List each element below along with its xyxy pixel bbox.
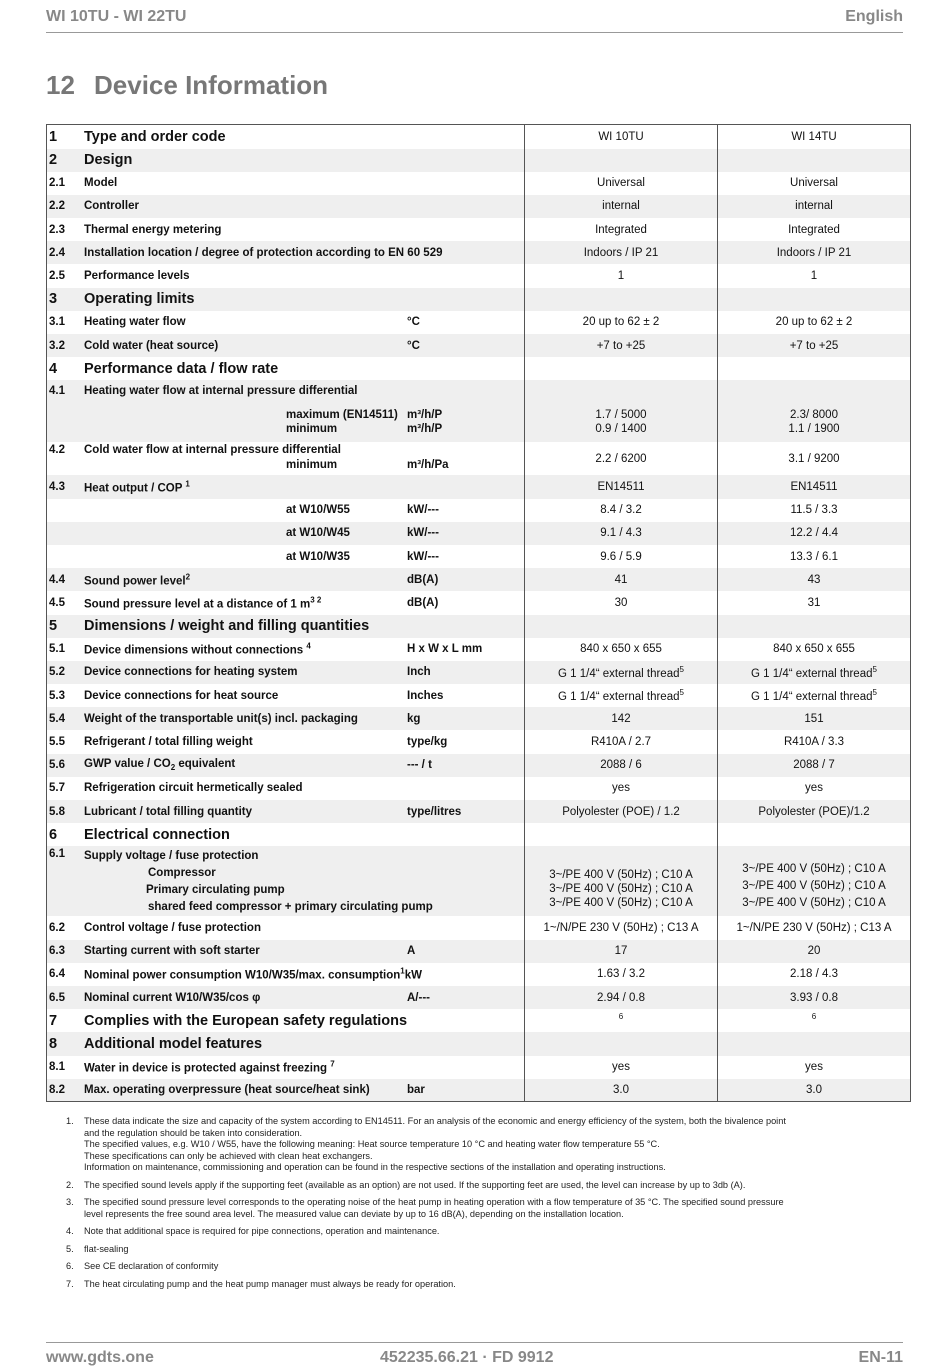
table-row xyxy=(47,1009,911,1032)
table-row xyxy=(47,638,911,661)
header-language: English xyxy=(845,8,903,25)
row-label: Design xyxy=(80,149,525,172)
row-number: 7 xyxy=(49,1012,58,1029)
value-wi10tu xyxy=(525,823,718,846)
row-number: 3.2 xyxy=(47,334,81,357)
sub-label-maximum: maximum (EN14511) xyxy=(286,409,398,422)
value-wi14tu: 31 xyxy=(718,591,911,614)
value-wi14tu: WI 14TU xyxy=(718,125,911,149)
value-wi10tu: WI 10TU xyxy=(525,125,718,149)
row-number: 1 xyxy=(49,128,58,145)
row-number: 5.5 xyxy=(49,736,65,749)
footnote-1: 1. These data indicate the size and capacity of the system according to EN14511. For an analysis of the economic and energy efficiency of the system, both the bivalence point and the regulation should be taken into consideration. The specified values, e.g. W10 / W55, have the following meaning: Heat source temperature 10 °C and heating water flow temperature 55 °C. These specifications can only be achieved with clean heat exchangers. Information on maintenance, commissioning and operation can be found in the respective sections of the installation and operating instructions. xyxy=(66,1116,786,1172)
table-row xyxy=(47,172,911,195)
row-label: Lubricant / total filling quantity type/litres xyxy=(80,800,525,823)
table-row xyxy=(47,986,911,1009)
value-wi14tu: yes xyxy=(718,1056,911,1079)
row-number: 6.5 xyxy=(47,986,81,1009)
row-number xyxy=(47,499,81,522)
value-wi14tu: 20 up to 62 ± 2 xyxy=(718,311,911,334)
row-unit: type/kg xyxy=(407,736,448,749)
row-unit: H x W x L mm xyxy=(407,643,483,656)
value-wi10tu xyxy=(525,357,718,380)
value-wi14tu: 2.18 / 4.3 xyxy=(718,963,911,986)
row-unit: m³/h/Pa xyxy=(407,459,449,472)
row-label: Performance levels xyxy=(84,270,190,283)
row-unit: kW/--- xyxy=(407,504,439,517)
table-row xyxy=(47,916,911,939)
value-wi14tu xyxy=(718,357,911,380)
value-wi10tu xyxy=(525,1032,718,1055)
value-wi10tu: 9.1 / 4.3 xyxy=(525,522,718,545)
value-wi10tu xyxy=(525,380,718,402)
value-wi10tu: G 1 1/4“ external thread$^5$ xyxy=(525,661,718,684)
table-row xyxy=(47,218,911,241)
row-number: 2.2 xyxy=(47,195,81,218)
value-wi10tu: Universal xyxy=(525,172,718,195)
row-number: 4.1 xyxy=(47,380,81,402)
table-row xyxy=(47,195,911,218)
row-label: Dimensions / weight and filling quantities xyxy=(80,615,525,638)
value-wi10tu: 3.0 xyxy=(525,1079,718,1102)
row-label: Weight of the transportable unit(s) incl. packaging kg xyxy=(80,707,525,730)
row-number: 4.4 xyxy=(47,568,81,591)
table-row xyxy=(47,800,911,823)
table-row xyxy=(47,707,911,730)
row-number: 5.2 xyxy=(47,661,81,684)
row-label: Cold water (heat source) °C xyxy=(80,334,525,357)
sub-label-minimum: minimum xyxy=(286,459,338,472)
table-row xyxy=(47,754,911,777)
row-unit: Inches xyxy=(407,689,444,702)
row-unit: m³/h/P xyxy=(407,409,443,422)
row-label-text: Supply voltage / fuse protection xyxy=(84,850,259,863)
row-unit: type/litres xyxy=(407,805,462,818)
row-number: 5.8 xyxy=(47,800,81,823)
value-wi14tu: 2088 / 7 xyxy=(718,754,911,777)
row-number: 2.4 xyxy=(47,241,81,264)
value-wi14tu: 6 xyxy=(718,1009,911,1032)
row-label: Device connections for heat source Inches xyxy=(84,689,444,702)
value-wi14tu: internal xyxy=(718,195,911,218)
value-wi10tu: 9.6 / 5.9 xyxy=(525,545,718,568)
table-row xyxy=(47,777,911,800)
row-unit: A xyxy=(407,945,416,958)
table-row xyxy=(47,1056,911,1079)
section-title-text: Device Information xyxy=(94,70,329,100)
row-label: Type and order code xyxy=(84,128,226,145)
table-row xyxy=(47,380,911,402)
footnote-7: 7. The heat circulating pump and the heat pump manager must always be ready for operation. xyxy=(66,1278,456,1289)
row-label: Electrical connection xyxy=(84,826,230,843)
page-footer xyxy=(46,1342,903,1369)
footnote-5: 5. flat-sealing xyxy=(66,1243,129,1254)
table-row xyxy=(47,846,911,916)
value-wi10tu: 142 xyxy=(525,707,718,730)
table-row xyxy=(47,963,911,986)
row-number: 5.1 xyxy=(49,643,65,656)
table-row xyxy=(47,442,911,475)
row-number: 2.3 xyxy=(49,223,65,236)
table-row xyxy=(47,499,911,522)
row-number: 8 xyxy=(47,1032,81,1055)
row-label: Complies with the European safety regulations xyxy=(84,1012,408,1029)
row-label: at W10/W45 kW/--- xyxy=(80,522,525,545)
row-label: Water in device is protected against freezing $^7$ xyxy=(84,1059,335,1075)
value-wi10tu: 6 xyxy=(525,1009,718,1032)
value-wi10tu: 840 x 650 x 655 xyxy=(525,638,718,661)
row-label xyxy=(80,846,525,916)
value-wi10tu: +7 to +25 xyxy=(525,334,718,357)
row-label: Control voltage / fuse protection xyxy=(84,921,261,934)
footer-page-number: EN-11 xyxy=(858,1349,903,1366)
value-wi14tu: 43 xyxy=(718,568,911,591)
row-number: 5.4 xyxy=(47,707,81,730)
value-wi10tu: 1~/N/PE 230 V (50Hz) ; C13 A xyxy=(525,916,718,939)
value-wi10tu: 3~/PE 400 V (50Hz) ; C10 A 3~/PE 400 V (50Hz) ; C10 A 3~/PE 400 V (50Hz) ; C10 A xyxy=(525,846,718,916)
table-row xyxy=(47,568,911,591)
footnote-6: 6. See CE declaration of conformity xyxy=(66,1261,219,1271)
table-row xyxy=(47,288,911,311)
row-unit: A/--- xyxy=(407,991,430,1004)
row-label: Max. operating overpressure (heat source/heat sink) bar xyxy=(80,1079,525,1102)
row-unit: dB(A) xyxy=(407,573,439,586)
value-wi14tu: yes xyxy=(718,777,911,800)
value-wi14tu xyxy=(718,149,911,172)
table-row xyxy=(47,545,911,568)
table-row xyxy=(47,402,911,442)
table-row xyxy=(47,357,911,380)
value-wi14tu: 151 xyxy=(718,707,911,730)
device-information-table xyxy=(46,124,911,1102)
value-wi14tu: G 1 1/4“ external thread$^5$ xyxy=(718,661,911,684)
row-number: 3.1 xyxy=(49,316,65,329)
header-model-range: WI 10TU - WI 22TU xyxy=(46,8,187,25)
value-wi14tu: 3.0 xyxy=(718,1079,911,1102)
table-row xyxy=(47,334,911,357)
value-wi10tu: Polyolester (POE) / 1.2 xyxy=(525,800,718,823)
row-label: Controller xyxy=(80,195,525,218)
row-number: 6 xyxy=(49,826,58,843)
row-number: 5.6 xyxy=(47,754,81,777)
footnote-3: 3. The specified sound pressure level corresponds to the operating noise of the heat pump in heating operation with a flow temperature of 35 °C. The specified sound pressure level represents the free sound area level. The measured value can deviate by up to 16 dB(A), depending on the installation location. xyxy=(66,1197,784,1219)
row-number: 2.5 xyxy=(49,270,65,283)
row-unit: m³/h/P xyxy=(407,423,443,436)
table-row xyxy=(47,1079,911,1102)
value-wi10tu: yes xyxy=(525,777,718,800)
value-wi10tu: 1.7 / 5000 0.9 / 1400 xyxy=(525,402,718,442)
sub-label-minimum: minimum xyxy=(286,423,338,436)
row-label: Device dimensions without connections $^4$ H x W x L mm xyxy=(84,641,483,657)
row-label: Heating water flow °C xyxy=(84,316,420,329)
row-label: Cold water flow at internal pressure differential minimum m³/h/Pa xyxy=(84,444,449,472)
value-wi14tu: 12.2 / 4.4 xyxy=(718,522,911,545)
row-number xyxy=(47,545,81,568)
sub-label-compressor: Compressor xyxy=(148,867,216,880)
value-wi14tu: 3.1 / 9200 xyxy=(718,442,911,475)
row-number: 4.2 xyxy=(49,444,65,457)
row-number: 6.2 xyxy=(49,921,65,934)
row-label xyxy=(80,402,525,442)
value-wi14tu: Universal xyxy=(718,172,911,195)
row-unit: °C xyxy=(407,316,420,329)
section-title xyxy=(46,70,328,101)
value-wi10tu: internal xyxy=(525,195,718,218)
row-number xyxy=(47,522,81,545)
row-number: 3 xyxy=(47,288,81,311)
row-label: Heat output / COP $^1$ xyxy=(80,475,525,498)
value-wi10tu: 41 xyxy=(525,568,718,591)
value-wi14tu: 2.3/ 8000 1.1 / 1900 xyxy=(718,402,911,442)
value-wi14tu: +7 to +25 xyxy=(718,334,911,357)
footnote-4: 4. Note that additional space is required for pipe connections, operation and maintenance. xyxy=(66,1226,440,1236)
table-row xyxy=(47,823,911,846)
row-number: 8.1 xyxy=(49,1061,65,1074)
value-wi10tu: 1 xyxy=(525,264,718,287)
footnote-2: 2. The specified sound levels apply if the supporting feet (available as an option) are not used. If the supporting feet are used, the level can increase by up to 3db (A). xyxy=(66,1179,746,1190)
section-number: 12 xyxy=(46,70,75,100)
table-row xyxy=(47,940,911,963)
value-wi10tu xyxy=(525,149,718,172)
row-number: 5 xyxy=(47,615,81,638)
value-wi14tu: 3~/PE 400 V (50Hz) ; C10 A 3~/PE 400 V (50Hz) ; C10 A 3~/PE 400 V (50Hz) ; C10 A xyxy=(718,846,911,916)
row-unit: --- / t xyxy=(407,759,432,772)
value-wi14tu: Integrated xyxy=(718,218,911,241)
row-label: Refrigerant / total filling weight type/kg xyxy=(84,736,448,749)
value-wi10tu: 2.2 / 6200 xyxy=(525,442,718,475)
row-unit: kW xyxy=(404,969,422,982)
value-wi10tu: G 1 1/4“ external thread$^5$ xyxy=(525,684,718,707)
value-wi14tu: 13.3 / 6.1 xyxy=(718,545,911,568)
table-row xyxy=(47,264,911,287)
row-label: Heating water flow at internal pressure differential xyxy=(80,380,525,402)
value-wi14tu: 1~/N/PE 230 V (50Hz) ; C13 A xyxy=(718,916,911,939)
value-wi14tu xyxy=(718,823,911,846)
table-row xyxy=(47,615,911,638)
row-unit: kW/--- xyxy=(407,527,439,540)
value-wi14tu xyxy=(718,288,911,311)
sub-label-primary-pump: Primary circulating pump xyxy=(146,884,285,897)
row-label: Starting current with soft starter A xyxy=(80,940,525,963)
value-wi14tu: Indoors / IP 21 xyxy=(718,241,911,264)
table-row xyxy=(47,311,911,334)
row-number: 6.1 xyxy=(47,846,81,916)
row-number: 4.3 xyxy=(47,475,81,498)
page-header xyxy=(46,6,903,33)
value-wi14tu xyxy=(718,615,911,638)
value-wi14tu: 3.93 / 0.8 xyxy=(718,986,911,1009)
row-number: 5.7 xyxy=(49,782,65,795)
value-wi14tu xyxy=(718,1032,911,1055)
value-wi10tu: yes xyxy=(525,1056,718,1079)
sub-label-shared-feed: shared feed compressor + primary circulating pump xyxy=(148,901,433,914)
row-label: Nominal power consumption W10/W35/max. consumption$^1$kW xyxy=(84,966,422,982)
value-wi10tu: 2088 / 6 xyxy=(525,754,718,777)
row-unit: Inch xyxy=(407,666,431,679)
row-number: 2.1 xyxy=(49,177,65,190)
row-label: Refrigeration circuit hermetically sealed xyxy=(84,782,303,795)
value-wi14tu: 840 x 650 x 655 xyxy=(718,638,911,661)
row-unit: kg xyxy=(407,712,421,725)
row-unit: bar xyxy=(407,1084,425,1097)
value-wi10tu: 17 xyxy=(525,940,718,963)
table-row xyxy=(47,1032,911,1055)
value-wi10tu: Integrated xyxy=(525,218,718,241)
footer-document-number: 452235.66.21 · FD 9912 xyxy=(380,1349,554,1366)
value-wi14tu: G 1 1/4“ external thread$^5$ xyxy=(718,684,911,707)
row-label: Sound pressure level at a distance of 1 $m^{3 2}$ dB(A) xyxy=(84,595,439,611)
row-number: 2 xyxy=(47,149,81,172)
row-number: 5.3 xyxy=(49,689,65,702)
value-wi10tu: EN14511 xyxy=(525,475,718,498)
row-label: Model xyxy=(84,177,118,190)
value-wi14tu: R410A / 3.3 xyxy=(718,730,911,753)
value-wi14tu: 20 xyxy=(718,940,911,963)
row-label: Additional model features xyxy=(80,1032,525,1055)
table-row xyxy=(47,684,911,707)
row-label: Device connections for heating system Inch xyxy=(80,661,525,684)
row-unit: dB(A) xyxy=(407,596,439,609)
table-row xyxy=(47,475,911,498)
table-row xyxy=(47,125,911,149)
table-row xyxy=(47,241,911,264)
row-label: Performance data / flow rate xyxy=(84,360,279,377)
footnotes xyxy=(66,1116,886,1296)
value-wi10tu: 30 xyxy=(525,591,718,614)
value-wi14tu: 11.5 / 3.3 xyxy=(718,499,911,522)
value-wi14tu xyxy=(718,380,911,402)
value-wi14tu: 1 xyxy=(718,264,911,287)
value-wi14tu: Polyolester (POE)/1.2 xyxy=(718,800,911,823)
table-row xyxy=(47,522,911,545)
value-wi10tu xyxy=(525,288,718,311)
value-wi10tu: R410A / 2.7 xyxy=(525,730,718,753)
row-label: Sound power level$^2$ dB(A) xyxy=(80,568,525,591)
row-number: 8.2 xyxy=(47,1079,81,1102)
row-number: 6.4 xyxy=(49,968,65,981)
footer-website: www.gdts.one xyxy=(46,1349,154,1366)
row-number: 4.5 xyxy=(49,596,65,609)
table-row xyxy=(47,661,911,684)
value-wi10tu: 2.94 / 0.8 xyxy=(525,986,718,1009)
row-label: Installation location / degree of protection according to EN 60 529 xyxy=(80,241,525,264)
value-wi10tu: 1.63 / 3.2 xyxy=(525,963,718,986)
row-label: GWP value / $CO_2$ equivalent --- / t xyxy=(80,754,525,777)
row-unit: kW/--- xyxy=(407,550,439,563)
row-label: Nominal current W10/W35/cos φ A/--- xyxy=(80,986,525,1009)
row-number: 6.3 xyxy=(47,940,81,963)
value-wi14tu: EN14511 xyxy=(718,475,911,498)
value-wi10tu xyxy=(525,615,718,638)
row-label: Thermal energy metering xyxy=(84,223,222,236)
row-unit: °C xyxy=(407,339,420,352)
table-row xyxy=(47,730,911,753)
row-number xyxy=(47,402,81,442)
table-row xyxy=(47,591,911,614)
row-label: at W10/W55 kW/--- xyxy=(286,504,439,517)
row-label: at W10/W35 kW/--- xyxy=(286,550,439,563)
value-wi10tu: Indoors / IP 21 xyxy=(525,241,718,264)
table-row xyxy=(47,149,911,172)
row-number: 4 xyxy=(49,360,58,377)
value-wi10tu: 8.4 / 3.2 xyxy=(525,499,718,522)
row-label: Operating limits xyxy=(80,288,525,311)
value-wi10tu: 20 up to 62 ± 2 xyxy=(525,311,718,334)
